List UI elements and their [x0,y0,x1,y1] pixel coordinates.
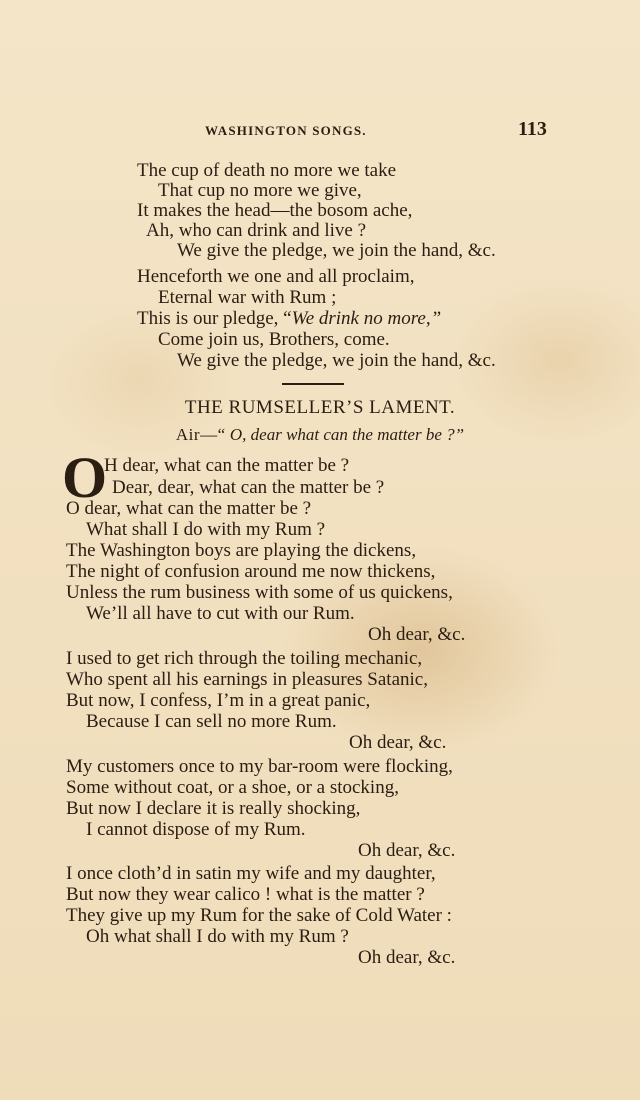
drop-cap: O [62,445,108,510]
air-tune: O, dear what can the matter be ?” [229,425,465,444]
verse-line: Some without coat, or a shoe, or a stocking, [66,777,399,798]
verse-line: But now they wear calico ! what is the matter ? [66,884,425,905]
verse-line: Because I can sell no more Rum. [86,711,337,732]
verse-line: My customers once to my bar-room were flocking, [66,756,453,777]
verse-line: But now, I confess, I’m in a great panic, [66,690,371,711]
verse-line: The night of confusion around me now thickens, [66,561,436,582]
refrain-line: Oh dear, &c. [368,624,466,645]
refrain-line: Oh dear, &c. [358,840,456,861]
verse-line: It makes the head—the bosom ache, [137,200,413,221]
verse-line: Dear, dear, what can the matter be ? [112,477,385,498]
verse-line: But now I declare it is really shocking, [66,798,361,819]
verse-line: They give up my Rum for the sake of Cold Water : [66,905,452,926]
refrain-line: Oh dear, &c. [349,732,447,753]
verse-line [137,308,441,330]
verse-line: We’ll all have to cut with our Rum. [86,603,355,624]
verse-line: Unless the rum business with some of us quickens, [66,582,453,603]
song-title: THE RUMSELLER’S LAMENT. [184,397,456,418]
air-label: Air—“ [175,425,226,444]
verse-line: H dear, what can the matter be ? [104,455,350,476]
pledge-text: This is our pledge, “ [137,308,292,329]
verse-line: The Washington boys are playing the dickens, [66,540,417,561]
verse-line: Henceforth we one and all proclaim, [137,266,415,287]
verse-line: Eternal war with Rum ; [158,287,337,308]
verse-line: Oh what shall I do with my Rum ? [86,926,349,947]
verse-line: O dear, what can the matter be ? [66,498,312,519]
verse-line: Ah, who can drink and live ? [146,220,367,241]
verse-line: That cup no more we give, [158,180,362,201]
verse-line: The cup of death no more we take [137,160,397,181]
pledge-quote: We drink no more,” [291,308,442,329]
refrain-line: Oh dear, &c. [358,947,456,968]
verse-line: What shall I do with my Rum ? [86,519,326,540]
verse-line: I cannot dispose of my Rum. [86,819,306,840]
verse-line: Who spent all his earnings in pleasures Satanic, [66,669,428,690]
verse-line: I used to get rich through the toiling mechanic, [66,648,423,669]
verse-line: Come join us, Brothers, come. [158,329,390,350]
verse-line: I once cloth’d in satin my wife and my daughter, [66,863,436,884]
running-head: WASHINGTON SONGS. [205,123,367,138]
page-number: 113 [518,118,547,140]
section-divider [282,383,344,385]
page-header [0,118,640,144]
air-line [0,425,640,445]
refrain-line: We give the pledge, we join the hand, &c. [177,350,496,371]
refrain-line: We give the pledge, we join the hand, &c. [177,240,496,261]
